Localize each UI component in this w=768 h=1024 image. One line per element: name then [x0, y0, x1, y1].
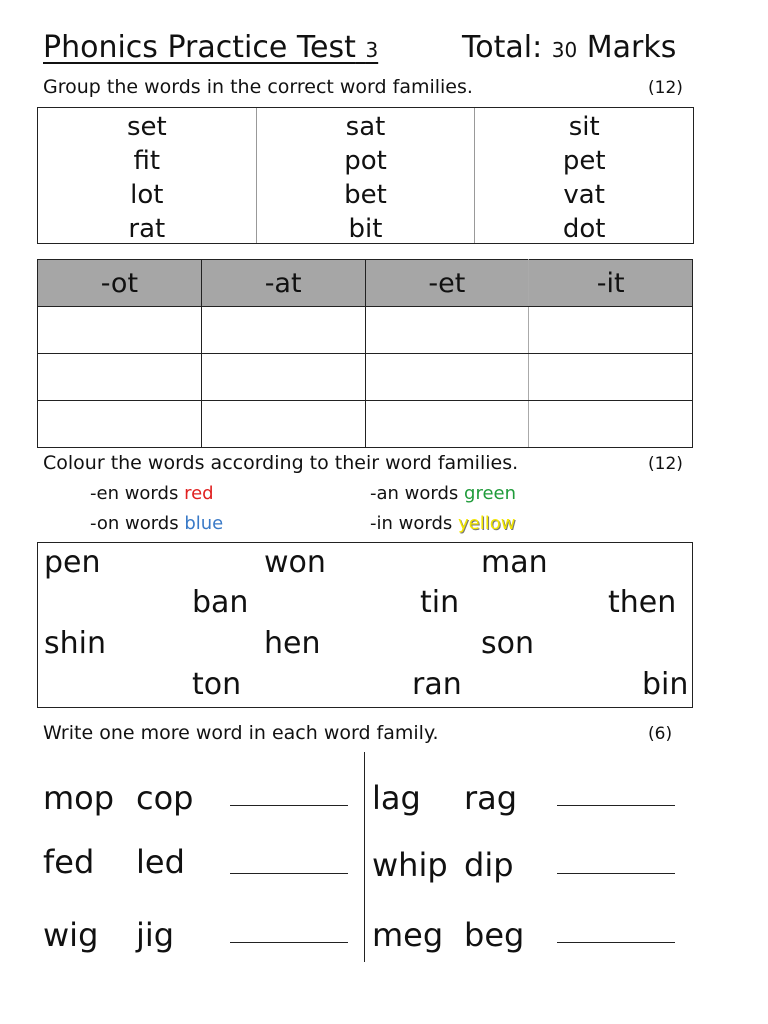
family-word: cop	[136, 779, 194, 817]
word-item: bit	[348, 214, 383, 244]
colour-word[interactable]: won	[264, 545, 326, 580]
answer-blank[interactable]	[557, 873, 675, 874]
word-item: sit	[568, 112, 600, 142]
table-row	[38, 354, 693, 401]
legend-colour-green: green	[464, 483, 517, 504]
answer-blank[interactable]	[557, 805, 675, 806]
family-word: whip	[372, 846, 448, 884]
answer-cell[interactable]	[529, 401, 693, 448]
answer-cell[interactable]	[529, 307, 693, 354]
answer-blank[interactable]	[230, 942, 348, 943]
answer-cell[interactable]	[201, 354, 365, 401]
word-item: rat	[128, 214, 166, 244]
legend-colour-yellow: yellow	[457, 513, 516, 534]
section3-instruction: Write one more word in each word family.	[43, 722, 439, 744]
family-word: rag	[464, 779, 518, 817]
family-word: jig	[136, 916, 175, 954]
word-family-table	[37, 259, 693, 448]
family-word: lag	[372, 779, 421, 817]
answer-cell[interactable]	[38, 401, 202, 448]
colour-word[interactable]: man	[481, 545, 548, 580]
answer-cell[interactable]	[38, 354, 202, 401]
family-word: wig	[43, 916, 99, 954]
table-header-row	[38, 260, 693, 307]
table-header-et: -et	[365, 260, 529, 307]
section2-marks: (12)	[648, 454, 683, 474]
colour-word[interactable]: then	[608, 585, 677, 620]
page-title	[43, 30, 378, 65]
word-item: pot	[344, 146, 387, 176]
column-divider	[364, 752, 365, 962]
family-word: meg	[372, 916, 444, 954]
section2-instruction: Colour the words according to their word families.	[43, 452, 519, 474]
family-word: fed	[43, 843, 95, 881]
answer-blank[interactable]	[230, 873, 348, 874]
family-word: beg	[464, 916, 525, 954]
legend-colour-blue: blue	[184, 513, 224, 534]
answer-blank[interactable]	[230, 805, 348, 806]
colour-word[interactable]: ban	[192, 585, 249, 620]
section1-instruction: Group the words in the correct word families.	[43, 76, 473, 98]
answer-cell[interactable]	[38, 307, 202, 354]
section1-marks: (12)	[648, 78, 683, 98]
word-item: bet	[344, 180, 387, 210]
legend-an: -an words green	[370, 483, 517, 504]
word-bank	[37, 107, 694, 244]
word-item: set	[126, 112, 167, 142]
word-item: lot	[130, 180, 164, 210]
answer-cell[interactable]	[201, 401, 365, 448]
word-bank-column	[475, 108, 693, 243]
table-row	[38, 307, 693, 354]
section3-marks: (6)	[648, 724, 673, 744]
family-word: dip	[464, 846, 514, 884]
table-row	[38, 401, 693, 448]
word-item: vat	[563, 180, 605, 210]
title-text: Phonics Practice Test 3	[43, 30, 379, 65]
colour-word[interactable]: shin	[44, 626, 106, 661]
colour-word[interactable]: ton	[192, 667, 242, 702]
legend-in: -in words yellow	[370, 513, 516, 534]
table-header-at: -at	[201, 260, 365, 307]
colour-word[interactable]: ran	[412, 667, 462, 702]
legend-colour-red: red	[184, 483, 214, 504]
word-bank-column	[38, 108, 257, 243]
word-item: fit	[133, 146, 161, 176]
family-word: led	[136, 843, 185, 881]
word-item: dot	[562, 214, 606, 244]
answer-cell[interactable]	[365, 401, 529, 448]
total-marks: Total: 30 Marks	[462, 30, 677, 65]
answer-cell[interactable]	[529, 354, 693, 401]
legend-on: -on words blue	[90, 513, 224, 534]
table-header-ot: -ot	[38, 260, 202, 307]
colour-word[interactable]: tin	[420, 585, 460, 620]
colour-word[interactable]: pen	[44, 545, 101, 580]
colour-word[interactable]: son	[481, 626, 534, 661]
word-item: sat	[345, 112, 386, 142]
answer-blank[interactable]	[557, 942, 675, 943]
colour-word-box	[37, 542, 693, 708]
table-header-it: -it	[529, 260, 693, 307]
colour-word[interactable]: hen	[264, 626, 321, 661]
word-item: pet	[562, 146, 606, 176]
answer-cell[interactable]	[365, 307, 529, 354]
family-word: mop	[43, 779, 115, 817]
word-bank-column	[257, 108, 476, 243]
answer-cell[interactable]	[201, 307, 365, 354]
legend-en: -en words red	[90, 483, 214, 504]
answer-cell[interactable]	[365, 354, 529, 401]
colour-word[interactable]: bin	[642, 667, 689, 702]
